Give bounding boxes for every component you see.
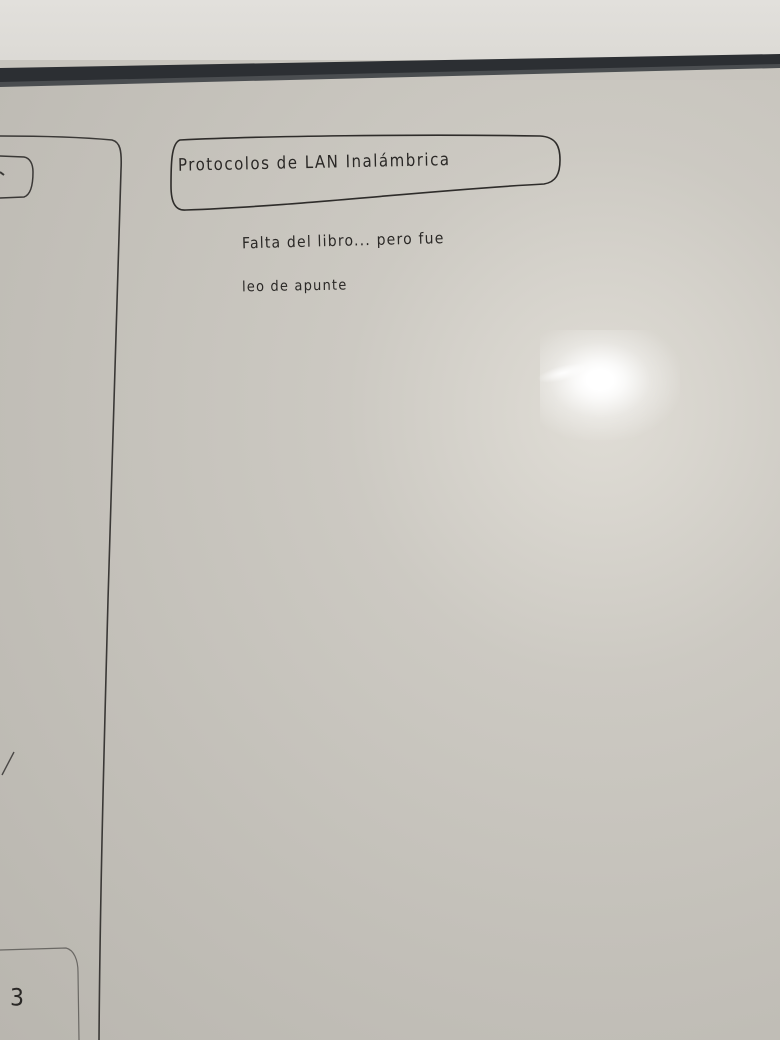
left-edge-stroke	[2, 752, 14, 775]
whiteboard-title: Protocolos de LAN Inalámbrica	[177, 148, 451, 176]
page-number: 3	[10, 984, 24, 1013]
left-edge-box	[0, 156, 33, 198]
note-line-1: Falta del libro... pero fue	[241, 229, 445, 253]
note-line-2: leo de apunte	[241, 277, 348, 296]
left-edge-mark	[0, 172, 4, 175]
left-column-border	[0, 136, 121, 1040]
